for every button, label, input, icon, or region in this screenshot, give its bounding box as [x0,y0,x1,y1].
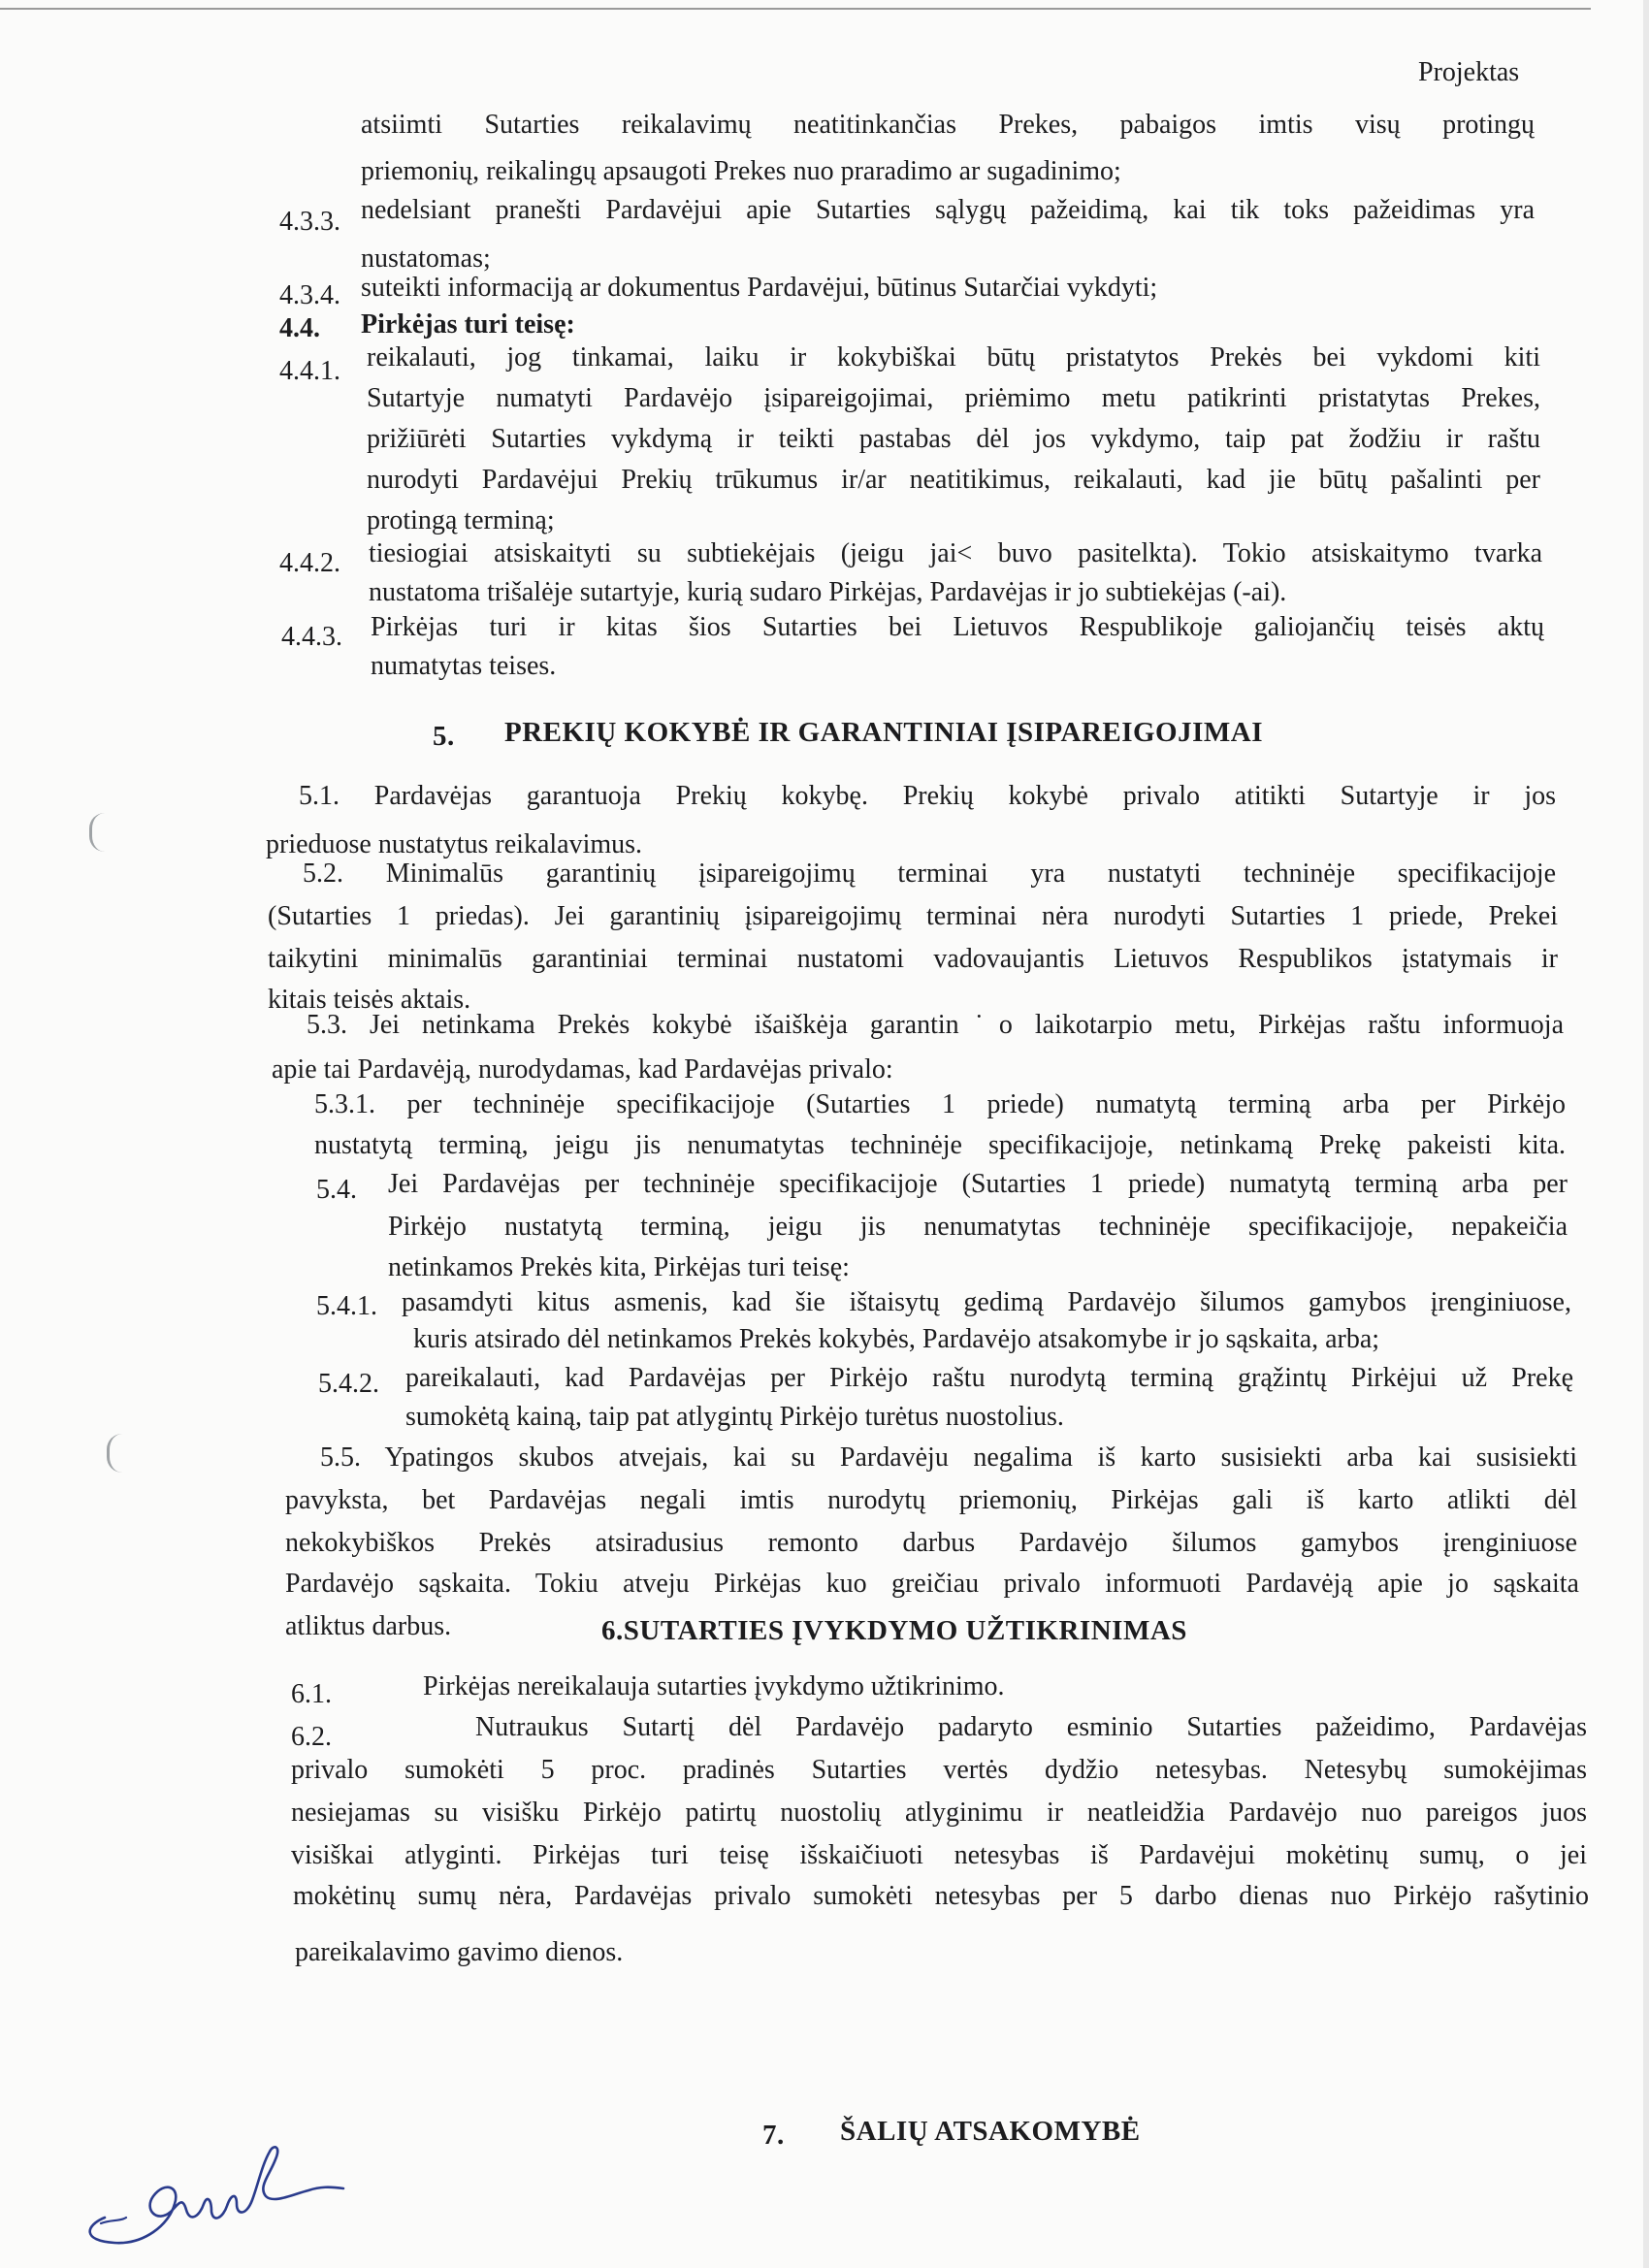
paragraph-line: pareikalauti, kad Pardavėjas per Pirkėjo raštu nurodytą terminą grąžintų Pirkėjui už Prekę [405,1363,1573,1393]
draft-label: Projektas [1418,57,1520,87]
clause-number: 4.4. [279,313,320,343]
section-heading: ŠALIŲ ATSAKOMYBĖ [840,2116,1141,2147]
paragraph-line: visiškai atlyginti. Pirkėjas turi teisę išskaičiuoti netesybas iš Pardavėjui mokėtinų sumų, o jei [291,1840,1587,1870]
clause-number: 4.4.3. [281,622,342,652]
paragraph-line: tiesiogiai atsiskaityti su subtiekėjais (jeigu jai< buvo pasitelkta). Tokio atsiskaitymo tvarka [369,538,1542,568]
paragraph-line: Pirkėjo nustatytą terminą, jeigu jis nenumatytas techninėje specifikacijoje, nepakeičia [388,1212,1568,1242]
clause-number: 6.1. [291,1679,332,1709]
paragraph-line: mokėtinų sumų nėra, Pardavėjas privalo sumokėti netesybas per 5 darbo dienas nuo Pirkėjo rašytinio [293,1881,1589,1911]
paragraph-line: kuris atsirado dėl netinkamos Prekės kokybės, Pardavėjo atsakomybe ir jo sąskaita, arba; [413,1324,1380,1354]
paragraph-line: atsiimti Sutarties reikalavimų neatitinkančias Prekes, pabaigos imtis visų protingų [361,110,1535,140]
punch-hole-mark [89,813,108,852]
paragraph-line: nustatytą terminą, jeigu jis nenumatytas techninėje specifikacijoje, netinkamą Prekę pakeisti kita. [314,1130,1566,1160]
signature-mark [76,2103,357,2249]
paragraph-line: nustatomas; [361,243,491,274]
paragraph-line: 5.5. Ypatingos skubos atvejais, kai su Pardavėju negalima iš karto susisiekti arba kai susisiekti [320,1442,1577,1473]
paragraph-line: priemonių, reikalingų apsaugoti Prekes nuo praradimo ar sugadinimo; [361,156,1121,186]
clause-number: 5.4. [316,1175,357,1205]
paragraph-line: 5.2. Minimalūs garantinių įsipareigojimų terminai yra nustatyti techninėje specifikacijoje [303,859,1556,889]
section-heading: PREKIŲ KOKYBĖ IR GARANTINIAI ĮSIPAREIGOJIMAI [504,717,1264,748]
paragraph-line: suteikti informaciją ar dokumentus Pardavėjui, būtinus Sutarčiai vykdyti; [361,273,1158,303]
paragraph-line: netinkamos Prekės kita, Pirkėjas turi teisę: [388,1252,850,1282]
scan-right-edge [1643,0,1649,2268]
section-heading: 6.SUTARTIES ĮVYKDYMO UŽTIKRINIMAS [601,1615,1187,1646]
paragraph-line: Pirkėjas nereikalauja sutarties įvykdymo užtikrinimo. [423,1671,1005,1701]
paragraph-line: (Sutarties 1 priedas). Jei garantinių įsipareigojimų terminai nėra nurodyti Sutarties 1 priede, Prekei [268,901,1558,931]
scan-edge-line [0,8,1591,10]
paragraph-line: pavyksta, bet Pardavėjas negali imtis nurodytų priemonių, Pirkėjas gali iš karto atlikti dėl [285,1485,1577,1515]
paragraph-line: 5.3.1. per techninėje specifikacijoje (Sutarties 1 priede) numatytą terminą arba per Pirkėjo [314,1089,1566,1119]
paragraph-line: nedelsiant pranešti Pardavėjui apie Sutarties sąlygų pažeidimą, kai tik toks pažeidimas yra [361,195,1535,225]
paragraph-line: nekokybiškos Prekės atsiradusius remonto darbus Pardavėjo šilumos gamybos įrenginiuose [285,1528,1577,1558]
paragraph-line: 5.3. Jei netinkama Prekės kokybė išaiškėja garantin˙o laikotarpio metu, Pirkėjas raštu informuoja [307,1010,1564,1040]
clause-number: 4.3.4. [279,280,340,310]
paragraph-line: kitais teisės aktais. [268,985,471,1015]
paragraph-line: Sutartyje numatyti Pardavėjo įsipareigojimai, priėmimo metu patikrinti pristatytas Prekes, [367,383,1540,413]
paragraph-line: nustatoma trišalėje sutartyje, kurią sudaro Pirkėjas, Pardavėjas ir jo subtiekėjas (-ai). [369,577,1287,607]
paragraph-line: pareikalavimo gavimo dienos. [295,1937,624,1967]
paragraph-line: prižiūrėti Sutarties vykdymą ir teikti pastabas dėl jos vykdymo, taip pat žodžiu ir raštu [367,424,1540,454]
paragraph-line: Pirkėjas turi ir kitas šios Sutarties bei Lietuvos Respublikoje galiojančių teisės aktų [371,612,1544,642]
section-number: 7. [762,2120,785,2151]
paragraph-line: sumokėtą kainą, taip pat atlygintų Pirkėjo turėtus nuostolius. [405,1402,1064,1432]
paragraph-line: prieduose nustatytus reikalavimus. [266,829,643,859]
clause-number: 5.4.1. [316,1291,377,1321]
paragraph-line: pasamdyti kitus asmenis, kad šie ištaisytų gedimą Pardavėjo šilumos gamybos įrenginiuose, [402,1287,1571,1317]
paragraph-line: protingą terminą; [367,505,555,535]
paragraph-line: reikalauti, jog tinkamai, laiku ir kokybiškai būtų pristatytos Prekės bei vykdomi kiti [367,342,1540,373]
clause-heading: Pirkėjas turi teisę: [361,309,575,340]
clause-number: 4.4.2. [279,548,340,578]
paragraph-line: apie tai Pardavėją, nurodydamas, kad Pardavėjas privalo: [272,1054,893,1085]
paragraph-line: numatytas teises. [371,651,557,681]
paragraph-line: Jei Pardavėjas per techninėje specifikacijoje (Sutarties 1 priede) numatytą terminą arba per [388,1169,1568,1199]
clause-number: 6.2. [291,1722,332,1752]
clause-number: 4.3.3. [279,207,340,237]
paragraph-line: Pardavėjo sąskaita. Tokiu atveju Pirkėjas kuo greičiau privalo informuoti Pardavėją apie jo sąskaita [285,1569,1579,1599]
clause-number: 5.4.2. [318,1369,379,1399]
clause-number: 4.4.1. [279,356,340,386]
paragraph-line: 5.1. Pardavėjas garantuoja Prekių kokybę. Prekių kokybė privalo atitikti Sutartyje ir jos [299,781,1556,811]
paragraph-line: Nutraukus Sutartį dėl Pardavėjo padaryto esminio Sutarties pažeidimo, Pardavėjas [475,1712,1587,1742]
paragraph-line: nurodyti Pardavėjui Prekių trūkumus ir/ar neatitikimus, reikalauti, kad jie būtų pašalinti per [367,465,1540,495]
section-number: 5. [433,721,455,752]
paragraph-line: privalo sumokėti 5 proc. pradinės Sutarties vertės dydžio netesybas. Netesybų sumokėjimas [291,1755,1587,1785]
paragraph-line: atliktus darbus. [285,1611,452,1641]
paragraph-line: nesiejamas su visišku Pirkėjo patirtų nuostolių atlyginimu ir neatleidžia Pardavėjo nuo pareigos juos [291,1798,1587,1828]
punch-hole-mark [107,1434,125,1473]
paragraph-line: taikytini minimalūs garantiniai terminai nustatomi vadovaujantis Lietuvos Respublikos įstatymais ir [268,944,1558,974]
